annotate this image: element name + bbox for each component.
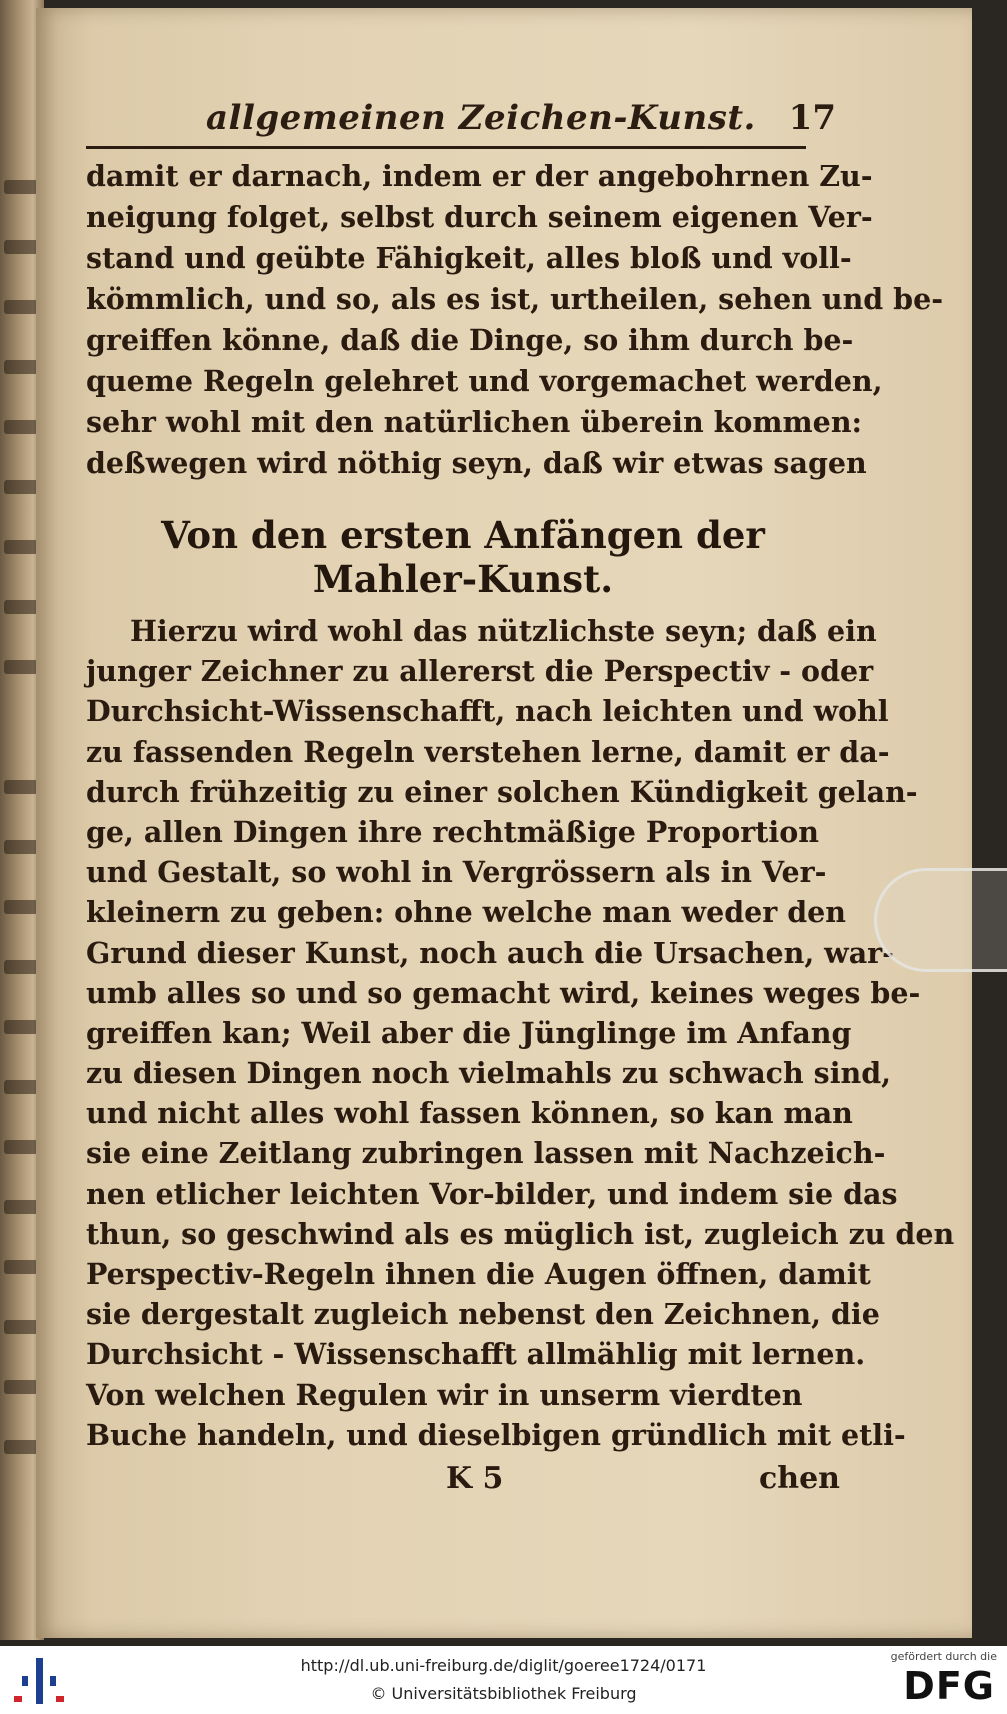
text-line: zu fassenden Regeln verstehen lerne, damit er da- <box>86 734 890 769</box>
text-line: Grund dieser Kunst, noch auch die Ursachen, war- <box>86 935 895 970</box>
text-line: sie dergestalt zugleich nebenst den Zeichnen, die <box>86 1297 880 1332</box>
text-line: sehr wohl mit den natürlichen überein kommen: <box>86 405 863 439</box>
header-rule <box>86 146 806 149</box>
viewer-footer <box>0 1646 1007 1714</box>
page-footer <box>86 1461 840 1505</box>
text-line: nen etlicher leichten Vor-bilder, und indem sie das <box>86 1176 898 1211</box>
text-line: kleinern zu geben: ohne welche man weder den <box>86 895 846 930</box>
dfg-label: gefördert durch die <box>890 1650 997 1663</box>
text-line: Durchsicht-Wissenschafft, nach leichten und wohl <box>86 694 889 729</box>
text-line: Durchsicht - Wissenschafft allmählig mit lernen. <box>86 1337 866 1372</box>
heading-line: Mahler-Kunst. <box>312 557 614 601</box>
document-url[interactable]: http://dl.ub.uni-freiburg.de/diglit/goeree1724/0171 <box>300 1656 707 1675</box>
running-head <box>206 98 836 144</box>
text-line: greiffen könne, daß die Dinge, so ihm durch be- <box>86 323 854 357</box>
text-line: stand und geübte Fähigkeit, alles bloß und voll- <box>86 241 852 275</box>
catchword: chen <box>759 1461 840 1496</box>
text-line: Von welchen Regulen wir in unserm vierdten <box>86 1377 803 1412</box>
running-title: allgemeinen Zeichen-Kunst. <box>206 98 756 138</box>
text-line: deßwegen wird nöthig seyn, daß wir etwas sagen <box>86 446 867 480</box>
text-line: umb alles so und so gemacht wird, keines weges be- <box>86 975 921 1010</box>
text-line: queme Regeln gelehret und vorgemachet werden, <box>86 364 883 398</box>
text-line: Perspectiv-Regeln ihnen die Augen öffnen, damit <box>86 1257 871 1291</box>
text-line: sie eine Zeitlang zubringen lassen mit Nachzeich- <box>86 1136 886 1171</box>
dfg-logo: DFG <box>903 1664 995 1708</box>
text-line: Buche handeln, und dieselbigen gründlich mit etli- <box>86 1417 906 1452</box>
page-clip <box>874 868 1007 972</box>
text-line: damit er darnach, indem er der angebohrnen Zu- <box>86 159 873 193</box>
text-line: und nicht alles wohl fassen können, so kan man <box>86 1096 853 1131</box>
section-heading <box>86 513 840 601</box>
text-line: ge, allen Dingen ihre rechtmäßige Proportion <box>86 814 819 849</box>
text-line: durch frühzeitig zu einer solchen Kündigkeit gelan- <box>86 774 918 809</box>
signature-mark: K 5 <box>446 1461 504 1496</box>
text-line: und Gestalt, so wohl in Vergrössern als in Ver- <box>86 855 827 890</box>
page-number: 17 <box>788 98 836 138</box>
text-line: zu diesen Dingen noch vielmahls zu schwach sind, <box>86 1056 892 1091</box>
text-line: kömmlich, und so, als es ist, urtheilen, sehen und be- <box>86 282 944 316</box>
top-paragraph <box>86 156 944 484</box>
copyright-text: © Universitätsbibliothek Freiburg <box>370 1684 637 1703</box>
text-line: neigung folget, selbst durch seinem eigenen Ver- <box>86 200 873 234</box>
book-page <box>36 8 972 1638</box>
heading-line: Von den ersten Anfängen der <box>161 513 765 557</box>
text-line: greiffen kan; Weil aber die Jünglinge im Anfang <box>86 1015 852 1050</box>
body-paragraph <box>86 611 955 1455</box>
text-line: junger Zeichner zu allererst die Perspectiv - oder <box>86 654 874 689</box>
text-line: Hierzu wird wohl das nützlichste seyn; daß ein <box>130 614 877 648</box>
text-line: thun, so geschwind als es müglich ist, zugleich zu den <box>86 1216 955 1251</box>
